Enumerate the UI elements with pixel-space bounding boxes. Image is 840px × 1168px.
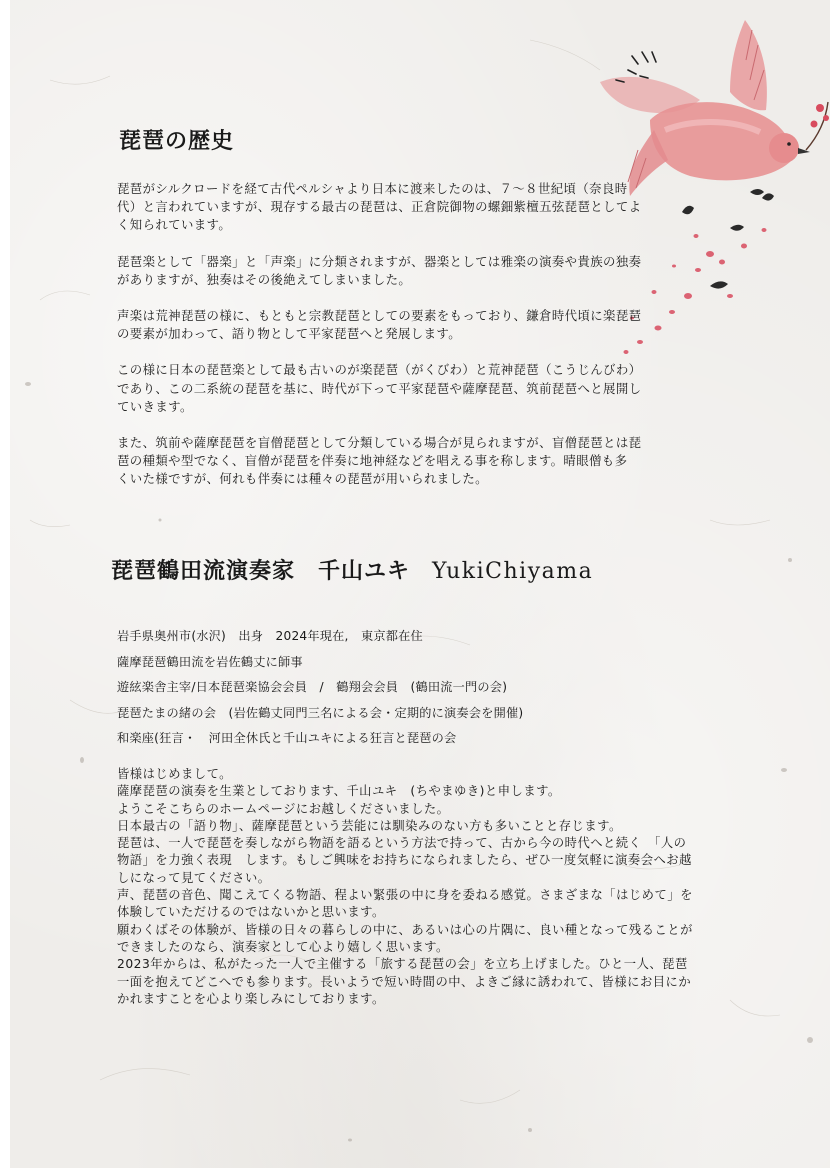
greeting-line: できましたのなら、演奏家として心より嬉しく思います。 (117, 939, 449, 954)
profile-line: 岩手県奥州市(水沢) 出身 2024年現在, 東京都在住 (117, 629, 423, 643)
greeting-line: しになって見てください。 (117, 870, 271, 885)
player-title: 琵琶鶴田流演奏家 千山ユキ (111, 559, 411, 584)
greeting-line: 琵琶は、一人で琵琶を奏しながら物語を語るという方法で持って、古から今の時代へと続く 「人の (117, 836, 687, 851)
greeting-line: ようこそこちらのホームページにお越しくださいました。 (117, 801, 450, 816)
greeting-message (117, 766, 693, 1008)
history-heading: 琵琶の歴史 (119, 129, 235, 154)
player-name-latin: YukiChiyama (432, 559, 594, 584)
history-paragraph: 琵琶がシルクロードを経て古代ペルシャより日本に渡来したのは、７～８世紀頃（奈良時 代）と言われていますが、現存する最古の琵琶は、正倉院御物の螺鈿紫檀五弦琵琶としてよ く知られています。 (117, 181, 642, 233)
profile-line: 和楽座(狂言・ 河田全休氏と千山ユキによる狂言と琵琶の会 (117, 731, 457, 746)
greeting-line: 日本最古の「語り物」、薩摩琵琶という芸能には馴染みのない方も多いことと存じます。 (117, 818, 622, 833)
history-paragraph: 声楽は荒神琵琶の様に、もともと宗教琵琶としての要素をもっており、鎌倉時代頃に楽琵琶 の要素が加わって、語り物として平家琵琶へと発展します。 (117, 308, 642, 342)
history-paragraph: 琵琶楽として「器楽」と「声楽」に分類されますが、器楽としては雅楽の演奏や貴族の独奏 がありますが、独奏はその後絶えてしまいました。 (117, 253, 642, 287)
washi-paper-page (10, 0, 830, 1168)
greeting-line: 2023年からは、私がたった一人で主催する「旅する琵琶の会」を立ち上げました。ひと一人、琵琶 (117, 957, 688, 972)
greeting-line: 皆様はじめまして。 (117, 767, 232, 781)
greeting-line: 一面を抱えてどこへでも参ります。長いようで短い時間の中、よきご縁に誘われて、皆様にお目にか (117, 974, 692, 989)
history-paragraph: この様に日本の琵琶楽として最も古いのが楽琵琶（がくびわ）と荒神琵琶（こうじんびわ） であり、この二系統の琵琶を基に、時代が下って平家琵琶や薩摩琵琶、筑前琵琶へと展開し ていきます。 (117, 362, 642, 414)
profile-line: 琵琶たまの緒の会 (岩佐鶴丈同門三名による会・定期的に演奏会を開催) (117, 705, 524, 720)
greeting-line: 薩摩琵琶の演奏を生業としております、千山ユキ (ちやまゆき)と申します。 (117, 784, 561, 799)
profile-list (117, 624, 523, 752)
history-paragraph: また、筑前や薩摩琵琶を盲僧琵琶として分類している場合が見られますが、盲僧琵琶とは琵 琶の種類や型でなく、盲僧が琵琶を伴奏に地神経などを唱える事を称します。晴眼僧も多 くいた様ですが、何れも伴奏には種々の琵琶が用いられました。 (117, 435, 642, 487)
greeting-line: 物語」を力強く表現 します。もしご興味をお持ちになられましたら、ぜひ一度気軽に演奏会へお越 (117, 853, 692, 868)
history-body (117, 180, 707, 507)
greeting-line: かれますことを心より楽しみにしております。 (117, 991, 385, 1006)
greeting-line: 願わくばその体験が、皆様の日々の暮らしの中に、あるいは心の片隅に、良い種となって残ることが (117, 922, 693, 937)
player-heading (111, 554, 593, 585)
greeting-line: 声、琵琶の音色、聞こえてくる物語、程よい緊張の中に身を委ねる感覚。さまざまな「はじめて」を (117, 888, 693, 903)
greeting-line: 体験していただけるのではないかと思います。 (117, 905, 385, 920)
profile-line: 薩摩琵琶鶴田流を岩佐鶴丈に師事 (117, 654, 303, 669)
profile-line: 遊絃楽舎主宰/日本琵琶楽協会会員 / 鶴翔会会員 (鶴田流一門の会) (117, 680, 508, 695)
